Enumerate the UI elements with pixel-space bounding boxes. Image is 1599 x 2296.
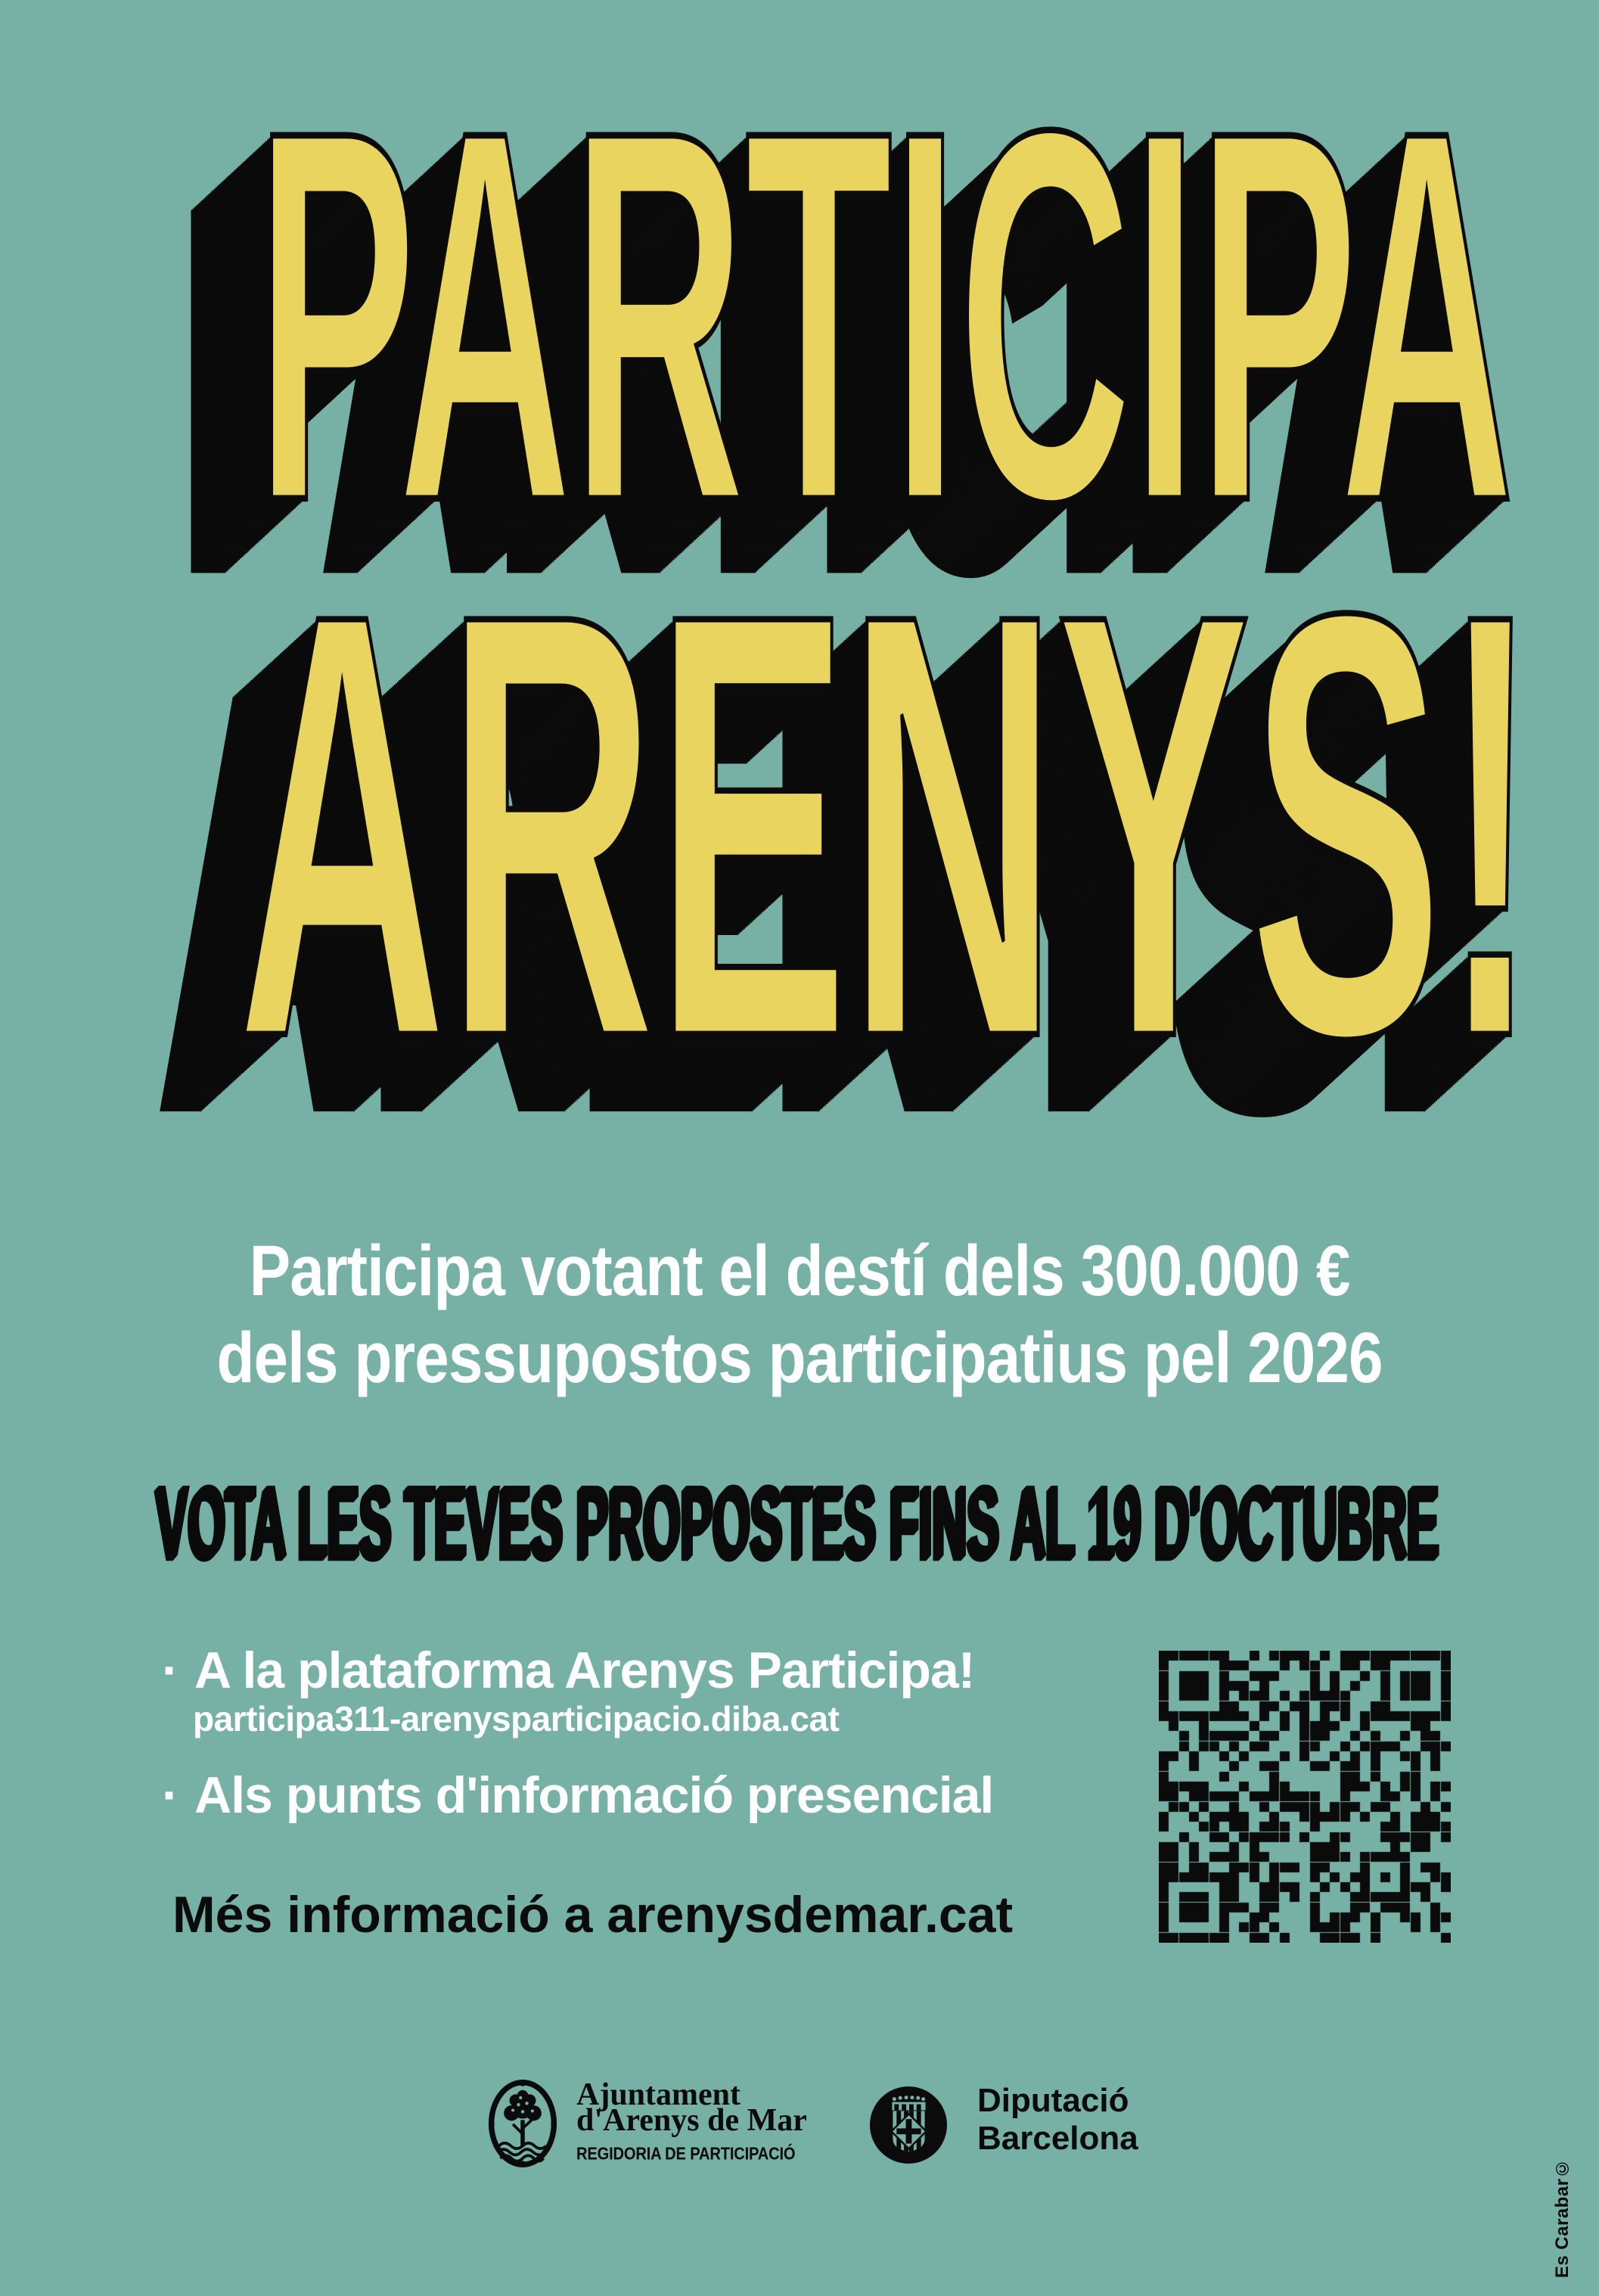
subtitle-line1: Participa votant el destí dels 300.000 € (249, 1229, 1350, 1311)
headline-line2: ARENYS! (237, 487, 1538, 1163)
diputacio-name-line2: Barcelona (977, 2120, 1138, 2157)
tree-and-sea-seal-icon (488, 2078, 557, 2173)
headline-line1: PARTICIPA (255, 20, 1514, 611)
bullet-marker: · (162, 1766, 179, 1824)
bullet-url: participa311-arenysparticipacio.diba.cat (193, 1699, 840, 1738)
regidoria-label: REGIDORIA DE PARTICIPACIÓ (576, 2144, 796, 2164)
diputacio-crowned-shield-icon (870, 2086, 947, 2167)
ajuntament-name-line2: d'Arenys de Mar (576, 2103, 807, 2138)
bullet-label-punts: Als punts d'informació presencial (194, 1766, 994, 1824)
diputacio-name-line1: Diputació (977, 2082, 1129, 2119)
bullet-marker: · (162, 1642, 179, 1699)
subtitle-line2: dels pressupostos participatius pel 2026 (216, 1316, 1383, 1398)
credit-vertical-text: Es Carabar© (1552, 2158, 1573, 2279)
bullet-label-plataforma: A la plataforma Arenys Participa! (194, 1642, 975, 1699)
ajuntament-name-line1: Ajuntament (576, 2077, 741, 2112)
qr-code-icon (1159, 1651, 1451, 1943)
ajuntament-name (576, 2077, 807, 2164)
deadline-banner: VOTA LES TEVES PROPOSTES FINS AL 19 D'OCTUBRE (157, 1464, 1442, 1578)
diputacio-name (977, 2082, 1138, 2158)
more-info-text: Més informació a arenysdemar.cat (172, 1886, 1014, 1943)
